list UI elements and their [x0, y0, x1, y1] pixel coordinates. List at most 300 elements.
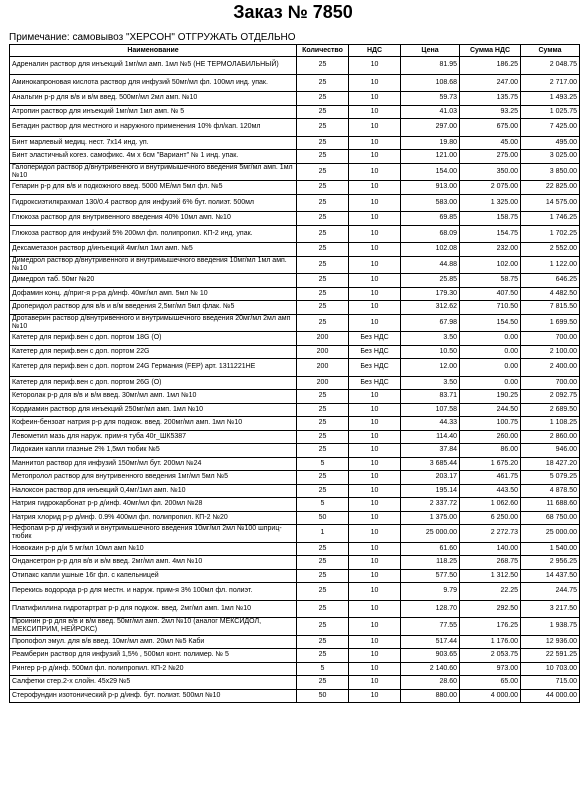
cell-qty: 25	[297, 556, 349, 570]
cell-sum: 2 048.75	[521, 57, 580, 75]
cell-vat: 10	[349, 105, 401, 119]
cell-name: Катетер для периф.вен с доп. портом 22G	[10, 345, 297, 359]
cell-sum: 2 092.75	[521, 390, 580, 404]
cell-name: Кофеин-бензоат натрия р-р для подкож. введ. 200мг/мл амп. 1мл №10	[10, 417, 297, 431]
cell-sum: 22 825.00	[521, 181, 580, 195]
cell-price: 28.60	[401, 676, 460, 690]
cell-vat-sum: 4 000.00	[460, 689, 521, 703]
cell-vat-sum: 176.25	[460, 618, 521, 636]
cell-qty: 200	[297, 376, 349, 390]
table-row	[10, 569, 580, 583]
cell-vat-sum: 158.75	[460, 212, 521, 226]
cell-price: 102.08	[401, 243, 460, 257]
cell-sum: 1 746.25	[521, 212, 580, 226]
cell-qty: 25	[297, 542, 349, 556]
cell-sum: 244.75	[521, 583, 580, 601]
cell-sum: 715.00	[521, 676, 580, 690]
cell-vat-sum: 407.50	[460, 287, 521, 301]
cell-sum: 7 425.00	[521, 119, 580, 137]
table-row	[10, 583, 580, 601]
table-row	[10, 243, 580, 257]
cell-vat-sum: 1 325.00	[460, 194, 521, 212]
cell-name: Катетер для периф.вен с доп. портом 24G Германия (FEP) арт. 1311221HE	[10, 359, 297, 377]
cell-price: 108.68	[401, 74, 460, 92]
cell-qty: 25	[297, 314, 349, 332]
cell-vat: 10	[349, 542, 401, 556]
cell-vat-sum: 2 075.00	[460, 181, 521, 195]
cell-name: Салфетки стер.2-х слойн. 45х29 №5	[10, 676, 297, 690]
cell-qty: 25	[297, 635, 349, 649]
cell-price: 128.70	[401, 600, 460, 618]
cell-price: 154.00	[401, 163, 460, 181]
cell-vat: 10	[349, 243, 401, 257]
table-row	[10, 676, 580, 690]
cell-price: 2 337.72	[401, 498, 460, 512]
cell-name: Пропофол эмул. для в/в введ. 10мг/мл амп. 20мл №5 Каби	[10, 635, 297, 649]
cell-qty: 25	[297, 649, 349, 663]
cell-price: 19.80	[401, 136, 460, 150]
cell-price: 880.00	[401, 689, 460, 703]
cell-vat-sum: 190.25	[460, 390, 521, 404]
cell-name: Бинт марлевый медиц. нест. 7х14 инд. уп.	[10, 136, 297, 150]
table-row	[10, 256, 580, 274]
table-row	[10, 150, 580, 164]
cell-price: 312.62	[401, 301, 460, 315]
table-row	[10, 92, 580, 106]
cell-qty: 25	[297, 676, 349, 690]
cell-vat: 10	[349, 194, 401, 212]
cell-price: 25.85	[401, 274, 460, 288]
cell-name: Анальгин р-р для в/в и в/м введ. 500мг/мл 2мл амп. №10	[10, 92, 297, 106]
table-row	[10, 618, 580, 636]
cell-vat: 10	[349, 92, 401, 106]
cell-vat: 10	[349, 689, 401, 703]
cell-qty: 25	[297, 163, 349, 181]
cell-vat: 10	[349, 119, 401, 137]
cell-sum: 68 750.00	[521, 511, 580, 525]
cell-vat: 10	[349, 287, 401, 301]
table-row	[10, 376, 580, 390]
cell-vat: 10	[349, 662, 401, 676]
table-row	[10, 457, 580, 471]
cell-vat: Без НДС	[349, 359, 401, 377]
cell-name: Атропин раствор для инъекций 1мг/мл 1мл амп. № 5	[10, 105, 297, 119]
cell-qty: 5	[297, 498, 349, 512]
cell-qty: 25	[297, 181, 349, 195]
table-row	[10, 403, 580, 417]
header-name: Наименование	[10, 45, 297, 57]
cell-sum: 2 400.00	[521, 359, 580, 377]
cell-sum: 2 552.00	[521, 243, 580, 257]
cell-vat: 10	[349, 136, 401, 150]
table-row	[10, 649, 580, 663]
cell-price: 121.00	[401, 150, 460, 164]
cell-qty: 5	[297, 457, 349, 471]
cell-price: 67.98	[401, 314, 460, 332]
cell-vat: 10	[349, 225, 401, 243]
cell-name: Маннитол раствор для инфузий 150мг/мл бут. 200мл №24	[10, 457, 297, 471]
table-row	[10, 525, 580, 543]
cell-sum: 2 860.00	[521, 430, 580, 444]
cell-qty: 25	[297, 471, 349, 485]
cell-vat-sum: 260.00	[460, 430, 521, 444]
cell-price: 69.85	[401, 212, 460, 226]
cell-vat-sum: 154.75	[460, 225, 521, 243]
cell-vat-sum: 275.00	[460, 150, 521, 164]
table-row	[10, 444, 580, 458]
cell-vat-sum: 135.75	[460, 92, 521, 106]
cell-sum: 10 703.00	[521, 662, 580, 676]
cell-vat: Без НДС	[349, 332, 401, 346]
cell-name: Лидокаин капли глазные 2% 1,5мл тюбик №5	[10, 444, 297, 458]
cell-price: 83.71	[401, 390, 460, 404]
cell-name: Катетер для периф.вен с доп. портом 18G (O)	[10, 332, 297, 346]
cell-qty: 200	[297, 345, 349, 359]
cell-sum: 495.00	[521, 136, 580, 150]
cell-vat-sum: 2 272.73	[460, 525, 521, 543]
cell-qty: 25	[297, 256, 349, 274]
cell-vat-sum: 140.00	[460, 542, 521, 556]
table-row	[10, 662, 580, 676]
cell-vat-sum: 22.25	[460, 583, 521, 601]
cell-name: Глюкоза раствор для внутривенного введения 40% 10мл амп. №10	[10, 212, 297, 226]
cell-qty: 5	[297, 662, 349, 676]
cell-price: 61.60	[401, 542, 460, 556]
header-price: Цена	[401, 45, 460, 57]
cell-sum: 5 079.25	[521, 471, 580, 485]
cell-name: Натрия хлорид р-р д/инф. 0.9% 400мл фл. полипропил. КП-2 №20	[10, 511, 297, 525]
cell-qty: 25	[297, 569, 349, 583]
order-note: Примечание: самовывоз "ХЕРСОН" ОТГРУЖАТЬ ОТДЕЛЬНО	[9, 32, 296, 43]
cell-price: 59.73	[401, 92, 460, 106]
cell-sum: 4 482.50	[521, 287, 580, 301]
cell-vat-sum: 2 053.75	[460, 649, 521, 663]
order-table	[9, 44, 580, 703]
cell-vat-sum: 0.00	[460, 345, 521, 359]
cell-sum: 2 717.00	[521, 74, 580, 92]
cell-sum: 14 575.00	[521, 194, 580, 212]
table-header-row	[10, 45, 580, 57]
cell-vat: 10	[349, 649, 401, 663]
cell-sum: 2 689.50	[521, 403, 580, 417]
cell-sum: 14 437.50	[521, 569, 580, 583]
cell-vat: 10	[349, 498, 401, 512]
cell-qty: 25	[297, 92, 349, 106]
table-row	[10, 274, 580, 288]
table-row	[10, 225, 580, 243]
cell-name: Метопролол раствор для внутривенного введения 1мг/мл 5мл №5	[10, 471, 297, 485]
table-row	[10, 345, 580, 359]
header-qty: Количество	[297, 45, 349, 57]
cell-vat-sum: 350.00	[460, 163, 521, 181]
cell-sum: 4 878.50	[521, 484, 580, 498]
cell-qty: 25	[297, 57, 349, 75]
cell-sum: 946.00	[521, 444, 580, 458]
cell-name: Новокаин р-р д/и 5 мг/мл 10мл амп №10	[10, 542, 297, 556]
cell-vat: 10	[349, 314, 401, 332]
cell-qty: 25	[297, 243, 349, 257]
cell-sum: 3 217.50	[521, 600, 580, 618]
cell-name: Дексаметазон раствор д/инъекций 4мг/мл 1мл амп. №5	[10, 243, 297, 257]
cell-name: Левометил мазь для наруж. прим-я туба 40г_ШК5387	[10, 430, 297, 444]
cell-price: 44.33	[401, 417, 460, 431]
cell-price: 583.00	[401, 194, 460, 212]
cell-name: Проинин р-р для в/в и в/м введ. 50мг/мл амп. 2мл №10 (аналог МЕКСИДОЛ, МЕКСИПРИМ, НЕЙРОКС)	[10, 618, 297, 636]
cell-vat-sum: 93.25	[460, 105, 521, 119]
header-vat-sum: Сумма НДС	[460, 45, 521, 57]
cell-sum: 2 100.00	[521, 345, 580, 359]
cell-price: 3.50	[401, 376, 460, 390]
cell-qty: 200	[297, 332, 349, 346]
table-row	[10, 301, 580, 315]
table-row	[10, 74, 580, 92]
cell-vat-sum: 461.75	[460, 471, 521, 485]
cell-vat: 10	[349, 556, 401, 570]
cell-vat: 10	[349, 484, 401, 498]
cell-vat: 10	[349, 74, 401, 92]
cell-qty: 25	[297, 430, 349, 444]
cell-vat: 10	[349, 163, 401, 181]
cell-name: Гидроксиэтилкрахмал 130/0.4 раствор для инфузий 6% бут. полиэт. 500мл	[10, 194, 297, 212]
cell-price: 297.00	[401, 119, 460, 137]
cell-vat-sum: 675.00	[460, 119, 521, 137]
cell-qty: 1	[297, 525, 349, 543]
table-row	[10, 105, 580, 119]
cell-vat: 10	[349, 301, 401, 315]
cell-name: Дроперидол раствор для в/в и в/м введения 2,5мг/мл 5мл флак. №5	[10, 301, 297, 315]
order-title: Заказ № 7850	[233, 2, 353, 22]
cell-sum: 1 699.50	[521, 314, 580, 332]
table-row	[10, 194, 580, 212]
cell-name: Кордиамин раствор для инъекций 250мг/мл амп. 1мл №10	[10, 403, 297, 417]
cell-sum: 1 493.25	[521, 92, 580, 106]
cell-price: 44.88	[401, 256, 460, 274]
cell-qty: 25	[297, 417, 349, 431]
cell-sum: 22 591.25	[521, 649, 580, 663]
cell-price: 2 140.60	[401, 662, 460, 676]
cell-vat: 10	[349, 417, 401, 431]
table-row	[10, 498, 580, 512]
cell-price: 12.00	[401, 359, 460, 377]
cell-name: Отипакс капли ушные 16г фл. с капельницей	[10, 569, 297, 583]
cell-qty: 25	[297, 74, 349, 92]
table-row	[10, 600, 580, 618]
cell-name: Глюкоза раствор для инфузий 5% 200мл фл. полипропил. КП-2 инд. упак.	[10, 225, 297, 243]
cell-vat: 10	[349, 430, 401, 444]
cell-name: Нефопам р-р д/ инфузий и внутримышечного введения 10мг/мл 2мл №100 шприц-тюбик	[10, 525, 297, 543]
table-body	[10, 57, 580, 703]
cell-vat: 10	[349, 274, 401, 288]
cell-price: 77.55	[401, 618, 460, 636]
cell-vat-sum: 973.00	[460, 662, 521, 676]
cell-name: Галоперидол раствор д/внутривенного и внутримышечного введения 5мг/мл амп. 1мл №10	[10, 163, 297, 181]
cell-price: 9.79	[401, 583, 460, 601]
cell-vat-sum: 1 312.50	[460, 569, 521, 583]
cell-vat: 10	[349, 390, 401, 404]
cell-price: 1 375.00	[401, 511, 460, 525]
table-row	[10, 119, 580, 137]
cell-vat: 10	[349, 600, 401, 618]
cell-vat-sum: 710.50	[460, 301, 521, 315]
header-sum: Сумма	[521, 45, 580, 57]
cell-qty: 25	[297, 150, 349, 164]
cell-name: Дротаверин раствор д/внутривенного и внутримышечного введения 20мг/мл 2мл амп №10	[10, 314, 297, 332]
cell-vat-sum: 1 062.60	[460, 498, 521, 512]
cell-price: 3 685.44	[401, 457, 460, 471]
table-row	[10, 471, 580, 485]
cell-sum: 700.00	[521, 376, 580, 390]
cell-price: 107.58	[401, 403, 460, 417]
table-row	[10, 287, 580, 301]
cell-vat-sum: 1 176.00	[460, 635, 521, 649]
table-row	[10, 689, 580, 703]
cell-vat-sum: 443.50	[460, 484, 521, 498]
table-row	[10, 57, 580, 75]
cell-sum: 646.25	[521, 274, 580, 288]
cell-qty: 25	[297, 119, 349, 137]
cell-price: 179.30	[401, 287, 460, 301]
cell-vat: Без НДС	[349, 376, 401, 390]
cell-name: Гепарин р-р для в/в и подкожного введ. 5000 МЕ/мл 5мл фл. №5	[10, 181, 297, 195]
cell-vat: 10	[349, 471, 401, 485]
table-row	[10, 511, 580, 525]
table-row	[10, 635, 580, 649]
table-row	[10, 314, 580, 332]
table-row	[10, 136, 580, 150]
cell-qty: 50	[297, 689, 349, 703]
cell-vat-sum: 45.00	[460, 136, 521, 150]
cell-vat-sum: 0.00	[460, 359, 521, 377]
cell-name: Перекись водорода р-р для местн. и наруж. прим-я 3% 100мл фл. полиэт.	[10, 583, 297, 601]
cell-vat-sum: 244.50	[460, 403, 521, 417]
cell-qty: 25	[297, 105, 349, 119]
cell-name: Рингер р-р д/инф. 500мл фл. полипропил. КП-2 №20	[10, 662, 297, 676]
table-row	[10, 332, 580, 346]
cell-price: 81.95	[401, 57, 460, 75]
cell-vat-sum: 65.00	[460, 676, 521, 690]
cell-sum: 700.00	[521, 332, 580, 346]
header-vat: НДС	[349, 45, 401, 57]
cell-vat-sum: 292.50	[460, 600, 521, 618]
cell-qty: 50	[297, 511, 349, 525]
cell-name: Бинт эластичный когез. самофикс. 4м х 6см "Вариант" № 1 инд. упак.	[10, 150, 297, 164]
cell-name: Димедрол раствор д/внутривенного и внутримышечного введения 10мг/мл 1мл амп. №10	[10, 256, 297, 274]
cell-vat: Без НДС	[349, 345, 401, 359]
cell-sum: 12 936.00	[521, 635, 580, 649]
cell-name: Платифиллина гидротартрат р-р для подкож. введ. 2мг/мл амп. 1мл №10	[10, 600, 297, 618]
cell-qty: 25	[297, 583, 349, 601]
cell-sum: 1 025.75	[521, 105, 580, 119]
table-row	[10, 556, 580, 570]
cell-vat-sum: 100.75	[460, 417, 521, 431]
cell-vat: 10	[349, 457, 401, 471]
cell-vat-sum: 0.00	[460, 376, 521, 390]
cell-vat-sum: 6 250.00	[460, 511, 521, 525]
cell-vat-sum: 186.25	[460, 57, 521, 75]
cell-vat-sum: 0.00	[460, 332, 521, 346]
cell-price: 577.50	[401, 569, 460, 583]
cell-price: 3.50	[401, 332, 460, 346]
cell-qty: 25	[297, 403, 349, 417]
table-row	[10, 359, 580, 377]
cell-name: Аминокапроновая кислота раствор для инфузий 50мг/мл фл. 100мл инд. упак.	[10, 74, 297, 92]
cell-price: 118.25	[401, 556, 460, 570]
table-row	[10, 542, 580, 556]
cell-name: Натрия гидрокарбонат р-р д/инф. 40мг/мл фл. 200мл №28	[10, 498, 297, 512]
cell-vat-sum: 58.75	[460, 274, 521, 288]
cell-sum: 1 122.00	[521, 256, 580, 274]
cell-vat: 10	[349, 525, 401, 543]
cell-sum: 25 000.00	[521, 525, 580, 543]
cell-price: 913.00	[401, 181, 460, 195]
cell-name: Бетадин раствор для местного и наружного применения 10% фл/кап. 120мл	[10, 119, 297, 137]
cell-sum: 7 815.50	[521, 301, 580, 315]
cell-price: 37.84	[401, 444, 460, 458]
cell-price: 203.17	[401, 471, 460, 485]
cell-vat: 10	[349, 569, 401, 583]
cell-vat: 10	[349, 583, 401, 601]
cell-sum: 1 938.75	[521, 618, 580, 636]
cell-qty: 25	[297, 301, 349, 315]
cell-price: 10.50	[401, 345, 460, 359]
cell-vat: 10	[349, 212, 401, 226]
cell-sum: 1 540.00	[521, 542, 580, 556]
cell-name: Кеторолак р-р для в/в и в/м введ. 30мг/мл амп. 1мл №10	[10, 390, 297, 404]
cell-vat-sum: 154.50	[460, 314, 521, 332]
cell-vat-sum: 268.75	[460, 556, 521, 570]
cell-qty: 25	[297, 390, 349, 404]
cell-qty: 25	[297, 444, 349, 458]
cell-qty: 25	[297, 484, 349, 498]
cell-name: Катетер для периф.вен с доп. портом 26G (O)	[10, 376, 297, 390]
cell-name: Стерофундин изотонический р-р д/инф. бут. полиэт. 500мл №10	[10, 689, 297, 703]
cell-vat: 10	[349, 150, 401, 164]
cell-vat-sum: 102.00	[460, 256, 521, 274]
cell-vat: 10	[349, 635, 401, 649]
cell-vat: 10	[349, 403, 401, 417]
cell-vat-sum: 86.00	[460, 444, 521, 458]
cell-sum: 3 850.00	[521, 163, 580, 181]
cell-price: 41.03	[401, 105, 460, 119]
cell-sum: 11 688.60	[521, 498, 580, 512]
cell-name: Дофамин конц. д/приг-я р-ра д/инф. 40мг/мл амп. 5мл № 10	[10, 287, 297, 301]
cell-vat-sum: 232.00	[460, 243, 521, 257]
cell-qty: 25	[297, 225, 349, 243]
cell-vat-sum: 1 675.20	[460, 457, 521, 471]
cell-vat: 10	[349, 676, 401, 690]
cell-qty: 25	[297, 194, 349, 212]
cell-vat-sum: 247.00	[460, 74, 521, 92]
cell-price: 68.09	[401, 225, 460, 243]
table-row	[10, 430, 580, 444]
table-row	[10, 212, 580, 226]
table-row	[10, 390, 580, 404]
cell-price: 114.40	[401, 430, 460, 444]
table-row	[10, 417, 580, 431]
cell-vat: 10	[349, 444, 401, 458]
cell-sum: 18 427.20	[521, 457, 580, 471]
cell-vat: 10	[349, 181, 401, 195]
cell-price: 517.44	[401, 635, 460, 649]
cell-price: 903.65	[401, 649, 460, 663]
cell-vat: 10	[349, 57, 401, 75]
cell-price: 25 000.00	[401, 525, 460, 543]
cell-qty: 25	[297, 287, 349, 301]
cell-qty: 200	[297, 359, 349, 377]
cell-qty: 25	[297, 274, 349, 288]
cell-vat: 10	[349, 511, 401, 525]
cell-qty: 25	[297, 618, 349, 636]
